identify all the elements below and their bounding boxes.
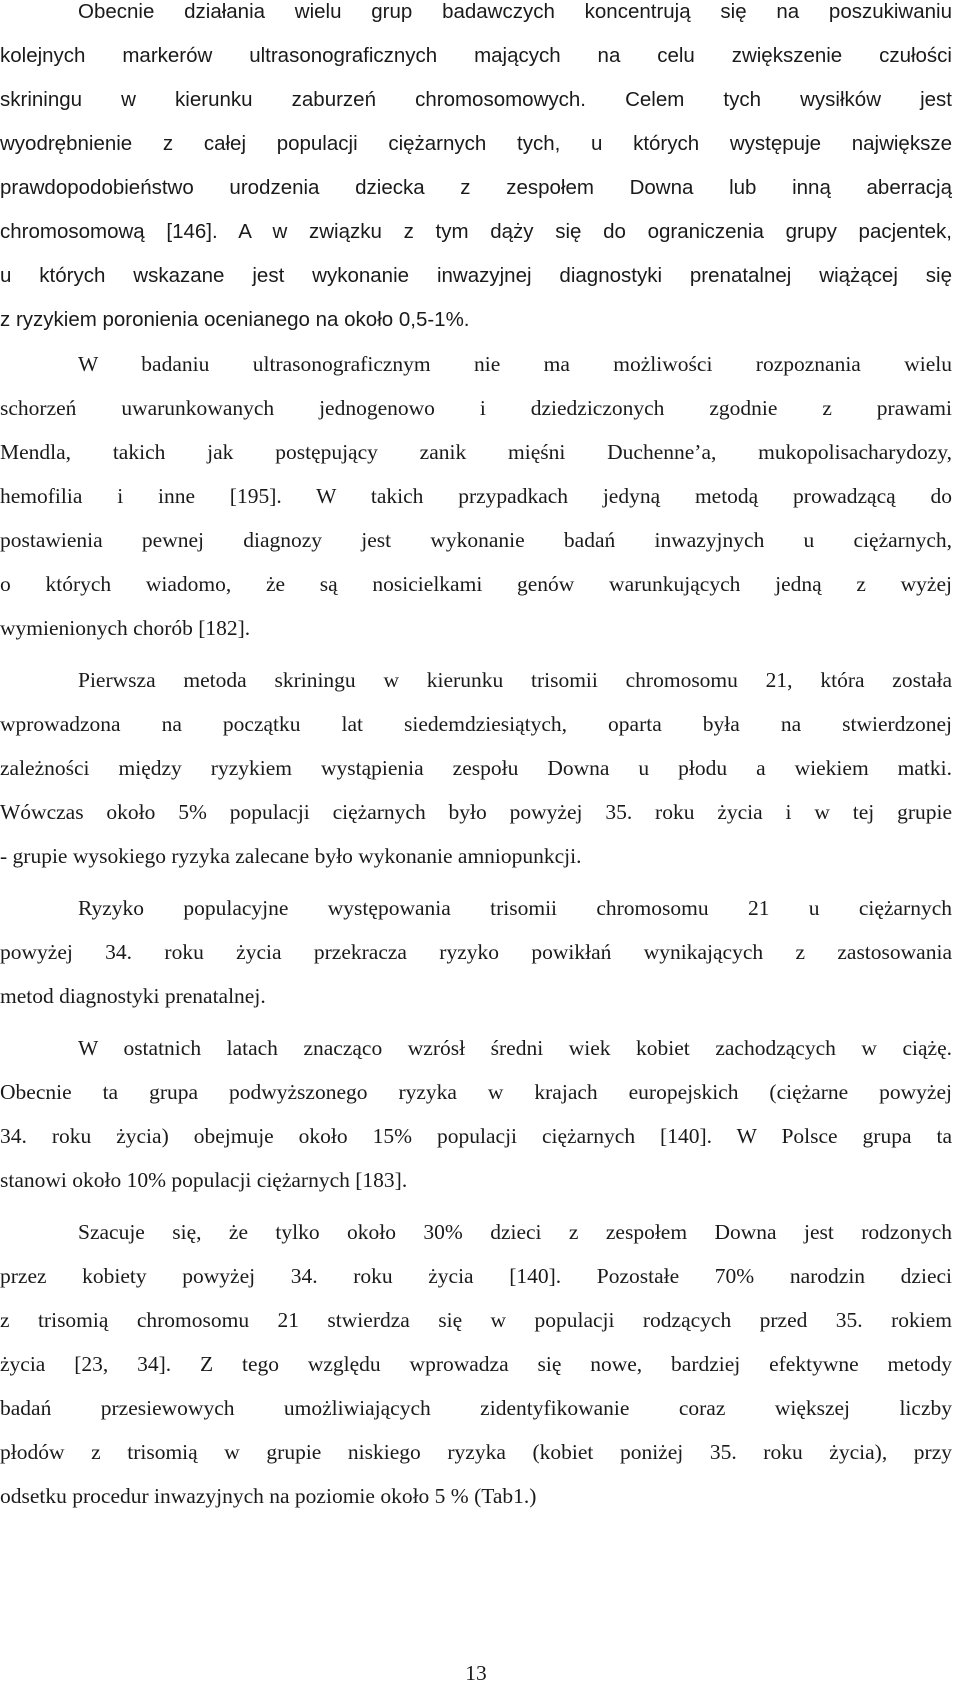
text-line: u których wskazane jest wykonanie inwazyjnej diagnostyki prenatalnej wiążącej się xyxy=(0,264,952,287)
text-line: zależności między ryzykiem wystąpienia zespołu Downa u płodu a wiekiem matki. xyxy=(0,756,952,780)
text-line: prawdopodobieństwo urodzenia dziecka z zespołem Downa lub inną aberracją xyxy=(0,176,952,199)
text-line: z ryzykiem poronienia ocenianego na około 0,5-1%. xyxy=(0,308,470,331)
text-line: o których wiadomo, że są nosicielkami genów warunkujących jedną z wyżej xyxy=(0,572,952,596)
text-line: postawienia pewnej diagnozy jest wykonanie badań inwazyjnych u ciężarnych, xyxy=(0,528,952,552)
text-line: Szacuje się, że tylko około 30% dzieci z zespołem Downa jest rodzonych xyxy=(78,1220,952,1244)
text-line: Pierwsza metoda skriningu w kierunku trisomii chromosomu 21, która została xyxy=(78,668,952,692)
text-line: wprowadzona na początku lat siedemdziesiątych, oparta była na stwierdzonej xyxy=(0,712,952,736)
text-line: kolejnych markerów ultrasonograficznych mających na celu zwiększenie czułości xyxy=(0,44,952,67)
text-line: przez kobiety powyżej 34. roku życia [140]. Pozostałe 70% narodzin dzieci xyxy=(0,1264,952,1288)
text-line: Mendla, takich jak postępujący zanik mięśni Duchenne’a, mukopolisacharydozy, xyxy=(0,440,952,464)
text-line: płodów z trisomią w grupie niskiego ryzyka (kobiet poniżej 35. roku życia), przy xyxy=(0,1440,952,1464)
text-line: wymienionych chorób [182]. xyxy=(0,616,251,640)
text-line: Ryzyko populacyjne występowania trisomii chromosomu 21 u ciężarnych xyxy=(78,896,952,920)
text-line: badań przesiewowych umożliwiających zidentyfikowanie coraz większej liczby xyxy=(0,1396,952,1420)
text-line: schorzeń uwarunkowanych jednogenowo i dziedziczonych zgodnie z prawami xyxy=(0,396,952,420)
page-number: 13 xyxy=(465,1661,487,1685)
text-line: Obecnie działania wielu grup badawczych koncentrują się na poszukiwaniu xyxy=(78,0,952,23)
text-line: W ostatnich latach znacząco wzrósł średni wiek kobiet zachodzących w ciążę. xyxy=(78,1036,952,1060)
text-line: W badaniu ultrasonograficznym nie ma możliwości rozpoznania wielu xyxy=(78,352,952,376)
text-line: z trisomią chromosomu 21 stwierdza się w populacji rodzących przed 35. rokiem xyxy=(0,1308,952,1332)
text-line: Obecnie ta grupa podwyższonego ryzyka w krajach europejskich (ciężarne powyżej xyxy=(0,1080,952,1104)
text-line: - grupie wysokiego ryzyka zalecane było wykonanie amniopunkcji. xyxy=(0,844,582,868)
text-line: odsetku procedur inwazyjnych na poziomie około 5 % (Tab1.) xyxy=(0,1484,537,1508)
text-line: skriningu w kierunku zaburzeń chromosomowych. Celem tych wysiłków jest xyxy=(0,88,952,111)
text-line: chromosomową [146]. A w związku z tym dąży się do ograniczenia grupy pacjentek, xyxy=(0,220,952,243)
text-line: stanowi około 10% populacji ciężarnych [183]. xyxy=(0,1168,408,1192)
text-line: metod diagnostyki prenatalnej. xyxy=(0,984,266,1008)
text-line: hemofilia i inne [195]. W takich przypadkach jedyną metodą prowadzącą do xyxy=(0,484,952,508)
text-line: wyodrębnienie z całej populacji ciężarnych tych, u których występuje największe xyxy=(0,132,952,155)
text-line: 34. roku życia) obejmuje około 15% populacji ciężarnych [140]. W Polsce grupa ta xyxy=(0,1124,952,1148)
text-line: życia [23, 34]. Z tego względu wprowadza się nowe, bardziej efektywne metody xyxy=(0,1352,952,1376)
text-line: powyżej 34. roku życia przekracza ryzyko powikłań wynikających z zastosowania xyxy=(0,940,952,964)
text-line: Wówczas około 5% populacji ciężarnych było powyżej 35. roku życia i w tej grupie xyxy=(0,800,952,824)
